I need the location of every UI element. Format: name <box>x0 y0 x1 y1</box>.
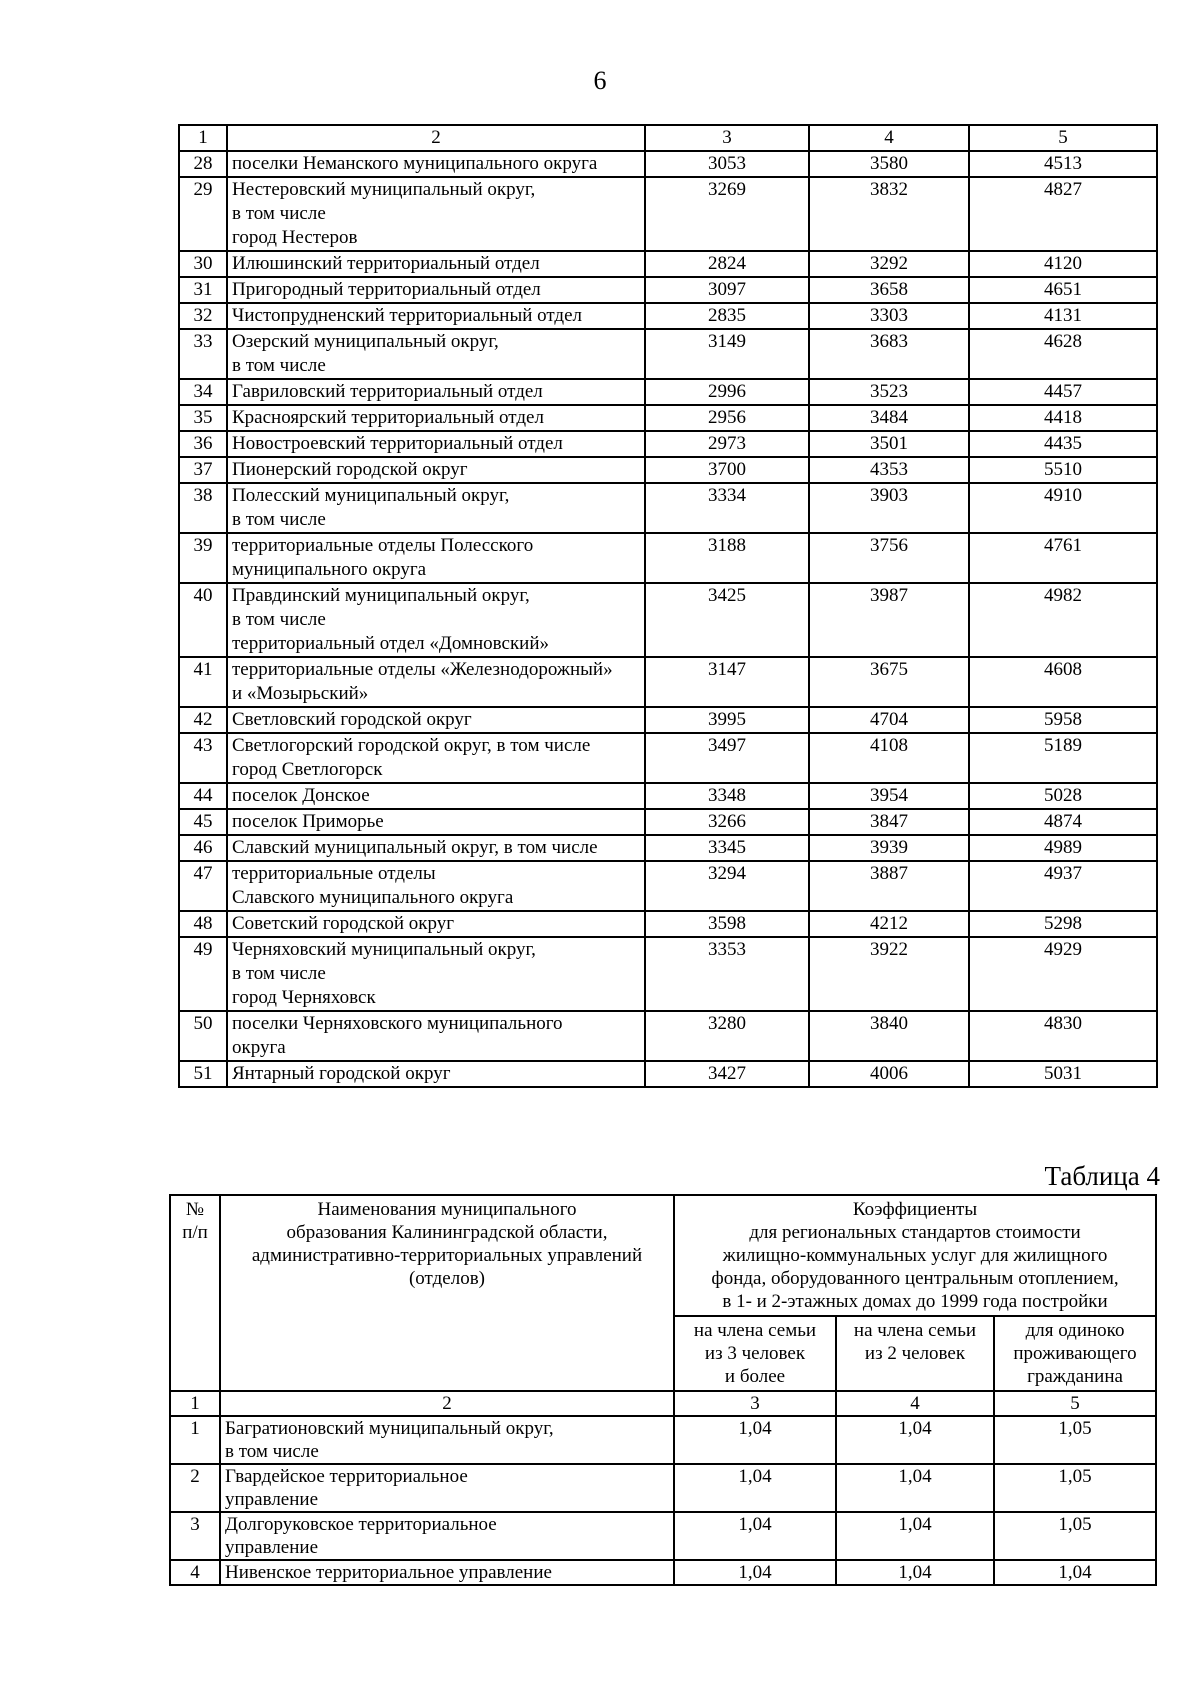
name-line: в том числе <box>232 203 326 224</box>
table-row <box>179 379 1157 405</box>
value-c5: 4435 <box>969 431 1157 457</box>
value-c3: 1,04 <box>674 1416 836 1464</box>
municipality-name <box>227 861 645 911</box>
value-c5: 4513 <box>969 151 1157 177</box>
header-line: фонда, оборудованного центральным отоплением, <box>711 1268 1119 1289</box>
value-c3: 3353 <box>645 937 809 1011</box>
value-c5: 4982 <box>969 583 1157 657</box>
name-line: Гавриловский территориальный отдел <box>232 381 543 402</box>
value-c5: 4628 <box>969 329 1157 379</box>
value-c4: 3832 <box>809 177 969 251</box>
name-line: город Нестеров <box>232 227 358 248</box>
municipality-name <box>227 329 645 379</box>
value-c4: 3523 <box>809 379 969 405</box>
row-number: 42 <box>179 707 227 733</box>
value-c5: 4608 <box>969 657 1157 707</box>
municipality-name <box>227 151 645 177</box>
name-line: Нестеровский муниципальный округ, <box>232 179 536 200</box>
value-c3: 1,04 <box>674 1464 836 1512</box>
header-number <box>170 1195 220 1391</box>
table-row <box>179 405 1157 431</box>
table-row <box>179 329 1157 379</box>
table-row <box>170 1464 1156 1512</box>
value-c4: 3756 <box>809 533 969 583</box>
col-index: 3 <box>674 1391 836 1416</box>
value-c4: 1,04 <box>836 1464 994 1512</box>
municipality-name <box>227 483 645 533</box>
value-c4: 4353 <box>809 457 969 483</box>
value-c4: 3887 <box>809 861 969 911</box>
row-number: 38 <box>179 483 227 533</box>
col-index: 5 <box>994 1391 1156 1416</box>
table-row <box>179 657 1157 707</box>
municipality-name <box>227 911 645 937</box>
value-c3: 3598 <box>645 911 809 937</box>
header-line: п/п <box>182 1222 208 1243</box>
col-index: 3 <box>645 125 809 151</box>
col-index: 2 <box>220 1391 674 1416</box>
header-line: Коэффициенты <box>852 1199 978 1220</box>
name-line: Новостроевский территориальный отдел <box>232 433 563 454</box>
value-c3: 3345 <box>645 835 809 861</box>
name-line: территориальные отделы <box>232 863 436 884</box>
name-line: Правдинский муниципальный округ, <box>232 585 530 606</box>
value-c5: 1,04 <box>994 1560 1156 1585</box>
row-number: 33 <box>179 329 227 379</box>
row-number: 39 <box>179 533 227 583</box>
name-line: управление <box>225 1489 319 1510</box>
header-line: административно-территориальных управлений <box>251 1245 643 1266</box>
name-line: Озерский муниципальный округ, <box>232 331 499 352</box>
municipality-name <box>227 457 645 483</box>
name-line: Черняховский муниципальный округ, <box>232 939 536 960</box>
name-line: в том числе <box>232 609 326 630</box>
row-number: 48 <box>179 911 227 937</box>
name-line: Светловский городской округ <box>232 709 472 730</box>
name-line: и «Мозырьский» <box>232 683 369 704</box>
page-number: 6 <box>593 66 607 95</box>
value-c4: 3683 <box>809 329 969 379</box>
value-c3: 3269 <box>645 177 809 251</box>
header-line: для одиноко <box>1025 1320 1125 1341</box>
municipality-name <box>227 177 645 251</box>
municipality-name <box>227 379 645 405</box>
municipality-name <box>227 835 645 861</box>
value-c5: 4910 <box>969 483 1157 533</box>
value-c5: 4131 <box>969 303 1157 329</box>
name-line: округа <box>232 1037 286 1058</box>
col-index: 4 <box>809 125 969 151</box>
row-number: 32 <box>179 303 227 329</box>
value-c5: 1,05 <box>994 1512 1156 1560</box>
name-line: Гвардейское территориальное <box>225 1466 468 1487</box>
value-c3: 3294 <box>645 861 809 911</box>
header-line: из 2 человек <box>864 1343 966 1364</box>
table-row <box>179 809 1157 835</box>
header-line: на члена семьи <box>853 1320 977 1341</box>
row-number: 28 <box>179 151 227 177</box>
municipality-name <box>227 583 645 657</box>
table-row <box>170 1560 1156 1585</box>
name-line: Светлогорский городской округ, в том числе <box>232 735 591 756</box>
col-index: 1 <box>170 1391 220 1416</box>
row-number: 2 <box>170 1464 220 1512</box>
table-3-index-row <box>179 125 1157 151</box>
col-index: 1 <box>179 125 227 151</box>
name-line: муниципального округа <box>232 559 427 580</box>
row-number: 46 <box>179 835 227 861</box>
col-index: 2 <box>227 125 645 151</box>
table-row <box>179 733 1157 783</box>
name-line: территориальные отделы Полесского <box>232 535 534 556</box>
value-c4: 3303 <box>809 303 969 329</box>
header-line: образования Калининградской области, <box>286 1222 608 1243</box>
name-line: Нивенское территориальное управление <box>225 1562 552 1583</box>
value-c3: 3995 <box>645 707 809 733</box>
value-c5: 4457 <box>969 379 1157 405</box>
table-row <box>179 303 1157 329</box>
value-c4: 1,04 <box>836 1560 994 1585</box>
value-c5: 5298 <box>969 911 1157 937</box>
value-c5: 5031 <box>969 1061 1157 1087</box>
name-line: город Черняховск <box>232 987 376 1008</box>
name-line: город Светлогорск <box>232 759 383 780</box>
value-c4: 3501 <box>809 431 969 457</box>
table-row <box>179 251 1157 277</box>
value-c3: 1,04 <box>674 1560 836 1585</box>
value-c5: 4874 <box>969 809 1157 835</box>
value-c3: 2835 <box>645 303 809 329</box>
header-name <box>220 1195 674 1391</box>
municipality-name <box>227 405 645 431</box>
value-c5: 4937 <box>969 861 1157 911</box>
name-line: Чистопрудненский территориальный отдел <box>232 305 583 326</box>
row-number: 40 <box>179 583 227 657</box>
value-c3: 3497 <box>645 733 809 783</box>
municipality-name <box>227 1011 645 1061</box>
value-c4: 3903 <box>809 483 969 533</box>
name-line: в том числе <box>232 355 326 376</box>
table-row <box>179 151 1157 177</box>
header-line: и более <box>724 1366 786 1387</box>
name-line: Полесский муниципальный округ, <box>232 485 510 506</box>
value-c3: 3280 <box>645 1011 809 1061</box>
municipality-name <box>227 937 645 1011</box>
value-c5: 4761 <box>969 533 1157 583</box>
value-c3: 3188 <box>645 533 809 583</box>
table-row <box>179 911 1157 937</box>
value-c5: 4929 <box>969 937 1157 1011</box>
table-row <box>170 1416 1156 1464</box>
table-4-header-row <box>170 1195 1156 1316</box>
municipality-name <box>220 1560 674 1585</box>
header-line: № <box>185 1199 205 1220</box>
value-c3: 3425 <box>645 583 809 657</box>
table-row <box>179 783 1157 809</box>
value-c4: 1,04 <box>836 1416 994 1464</box>
row-number: 1 <box>170 1416 220 1464</box>
name-line: Славский муниципальный округ, в том числе <box>232 837 598 858</box>
value-c3: 3427 <box>645 1061 809 1087</box>
row-number: 35 <box>179 405 227 431</box>
table-row <box>179 861 1157 911</box>
header-line: в 1- и 2-этажных домах до 1999 года постройки <box>722 1291 1108 1312</box>
table-4-body <box>170 1391 1156 1585</box>
value-c5: 4989 <box>969 835 1157 861</box>
col-index: 4 <box>836 1391 994 1416</box>
header-line: гражданина <box>1027 1366 1123 1387</box>
municipality-name <box>220 1416 674 1464</box>
value-c3: 3334 <box>645 483 809 533</box>
table-row <box>179 177 1157 251</box>
value-c3: 3266 <box>645 809 809 835</box>
name-line: Янтарный городской округ <box>232 1063 451 1084</box>
value-c4: 3658 <box>809 277 969 303</box>
value-c4: 3484 <box>809 405 969 431</box>
row-number: 3 <box>170 1512 220 1560</box>
table-3-body <box>179 125 1157 1087</box>
col-index: 5 <box>969 125 1157 151</box>
value-c4: 4212 <box>809 911 969 937</box>
table-row <box>170 1512 1156 1560</box>
value-c5: 4651 <box>969 277 1157 303</box>
row-number: 30 <box>179 251 227 277</box>
name-line: Пригородный территориальный отдел <box>232 279 541 300</box>
name-line: Илюшинский территориальный отдел <box>232 253 540 274</box>
table-row <box>179 457 1157 483</box>
value-c4: 3840 <box>809 1011 969 1061</box>
name-line: в том числе <box>232 963 326 984</box>
table-row <box>179 707 1157 733</box>
value-c5: 4830 <box>969 1011 1157 1061</box>
value-c5: 4827 <box>969 177 1157 251</box>
name-line: Советский городской округ <box>232 913 455 934</box>
municipality-name <box>227 251 645 277</box>
value-c5: 1,05 <box>994 1416 1156 1464</box>
subheader-family-2 <box>836 1316 994 1391</box>
municipality-name <box>227 533 645 583</box>
municipality-name <box>227 277 645 303</box>
row-number: 31 <box>179 277 227 303</box>
municipality-name <box>227 1061 645 1087</box>
value-c4: 3580 <box>809 151 969 177</box>
municipality-name <box>227 809 645 835</box>
name-line: поселки Неманского муниципального округа <box>232 153 598 174</box>
name-line: Славского муниципального округа <box>232 887 514 908</box>
value-c3: 2996 <box>645 379 809 405</box>
value-c4: 3675 <box>809 657 969 707</box>
row-number: 43 <box>179 733 227 783</box>
value-c5: 5189 <box>969 733 1157 783</box>
row-number: 50 <box>179 1011 227 1061</box>
row-number: 51 <box>179 1061 227 1087</box>
municipality-name <box>227 303 645 329</box>
header-line: для региональных стандартов стоимости <box>749 1222 1081 1243</box>
value-c5: 5028 <box>969 783 1157 809</box>
header-line: проживающего <box>1013 1343 1137 1364</box>
table-row <box>179 835 1157 861</box>
municipality-name <box>227 733 645 783</box>
name-line: Долгоруковское территориальное <box>225 1514 497 1535</box>
value-c4: 4108 <box>809 733 969 783</box>
table-row <box>179 583 1157 657</box>
value-c5: 5510 <box>969 457 1157 483</box>
name-line: территориальный отдел «Домновский» <box>232 633 550 654</box>
name-line: Красноярский территориальный отдел <box>232 407 544 428</box>
value-c4: 3939 <box>809 835 969 861</box>
value-c3: 2973 <box>645 431 809 457</box>
municipality-name <box>220 1512 674 1560</box>
municipality-name <box>227 783 645 809</box>
value-c4: 3847 <box>809 809 969 835</box>
table-4-index-row <box>170 1391 1156 1416</box>
row-number: 45 <box>179 809 227 835</box>
name-line: Багратионовский муниципальный округ, <box>225 1418 554 1439</box>
value-c3: 3147 <box>645 657 809 707</box>
value-c3: 2824 <box>645 251 809 277</box>
table-4-caption: Таблица 4 <box>1044 1161 1160 1191</box>
value-c4: 3922 <box>809 937 969 1011</box>
row-number: 49 <box>179 937 227 1011</box>
table-row <box>179 483 1157 533</box>
municipality-name <box>227 657 645 707</box>
name-line: в том числе <box>225 1441 319 1462</box>
value-c3: 3348 <box>645 783 809 809</box>
value-c3: 3149 <box>645 329 809 379</box>
row-number: 37 <box>179 457 227 483</box>
value-c4: 4006 <box>809 1061 969 1087</box>
value-c4: 3292 <box>809 251 969 277</box>
value-c3: 3053 <box>645 151 809 177</box>
value-c5: 4418 <box>969 405 1157 431</box>
row-number: 4 <box>170 1560 220 1585</box>
value-c4: 4704 <box>809 707 969 733</box>
value-c3: 1,04 <box>674 1512 836 1560</box>
table-row <box>179 431 1157 457</box>
name-line: поселок Донское <box>232 785 370 806</box>
table-row <box>179 1061 1157 1087</box>
table-4 <box>169 1194 1157 1586</box>
municipality-name <box>220 1464 674 1512</box>
table-row <box>179 1011 1157 1061</box>
subheader-single <box>994 1316 1156 1391</box>
table-row <box>179 937 1157 1011</box>
value-c4: 1,04 <box>836 1512 994 1560</box>
name-line: в том числе <box>232 509 326 530</box>
row-number: 36 <box>179 431 227 457</box>
row-number: 44 <box>179 783 227 809</box>
table-row <box>179 533 1157 583</box>
header-line: жилищно-коммунальных услуг для жилищного <box>722 1245 1108 1266</box>
header-line: (отделов) <box>408 1268 485 1289</box>
value-c5: 1,05 <box>994 1464 1156 1512</box>
name-line: территориальные отделы «Железнодорожный» <box>232 659 613 680</box>
name-line: поселок Приморье <box>232 811 384 832</box>
row-number: 47 <box>179 861 227 911</box>
value-c5: 5958 <box>969 707 1157 733</box>
name-line: поселки Черняховского муниципального <box>232 1013 563 1034</box>
value-c3: 3700 <box>645 457 809 483</box>
table-row <box>179 277 1157 303</box>
header-line: на члена семьи <box>693 1320 817 1341</box>
header-coefficients <box>674 1195 1156 1316</box>
row-number: 29 <box>179 177 227 251</box>
municipality-name <box>227 707 645 733</box>
name-line: управление <box>225 1537 319 1558</box>
value-c4: 3954 <box>809 783 969 809</box>
table-3-continuation <box>178 124 1158 1088</box>
value-c3: 3097 <box>645 277 809 303</box>
value-c4: 3987 <box>809 583 969 657</box>
header-line: Наименования муниципального <box>317 1199 577 1220</box>
row-number: 34 <box>179 379 227 405</box>
row-number: 41 <box>179 657 227 707</box>
value-c5: 4120 <box>969 251 1157 277</box>
name-line: Пионерский городской округ <box>232 459 468 480</box>
header-line: из 3 человек <box>704 1343 806 1364</box>
value-c3: 2956 <box>645 405 809 431</box>
subheader-family-3 <box>674 1316 836 1391</box>
municipality-name <box>227 431 645 457</box>
